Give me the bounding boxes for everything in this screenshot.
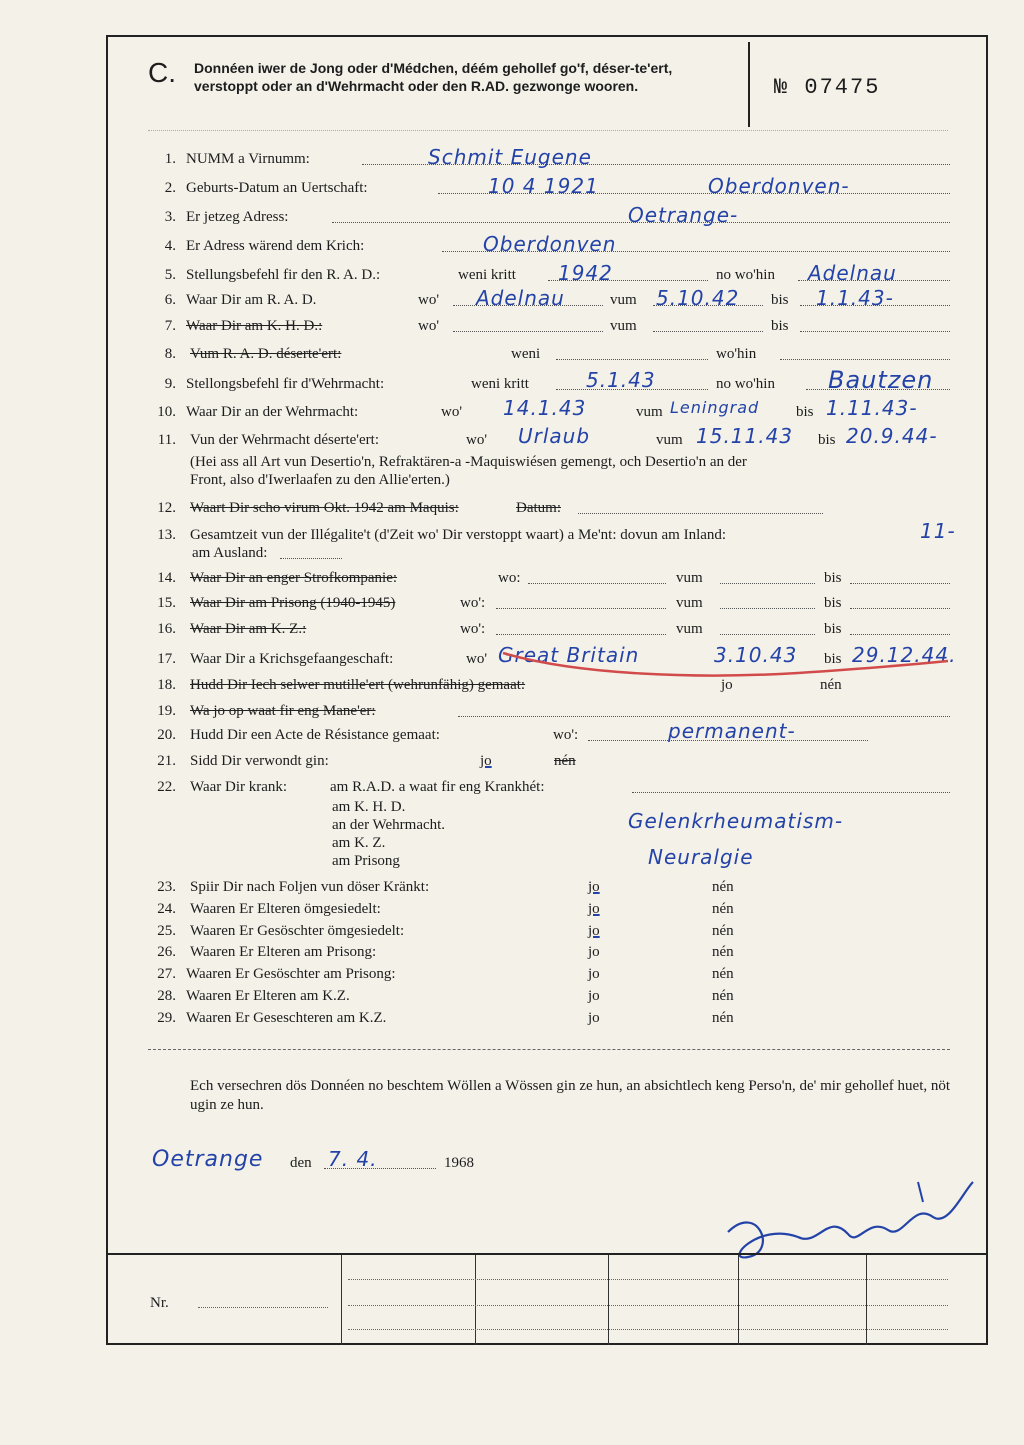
item-label: Waart Dir scho virum Okt. 1942 am Maquis: — [190, 500, 459, 516]
answer-line[interactable] — [458, 703, 950, 717]
item-label: Vun der Wehrmacht déserte'ert: — [190, 432, 379, 448]
item-label: Waar Dir am Prisong (1940-1945) — [190, 595, 396, 611]
item-label: Waar Dir an der Wehrmacht: — [186, 404, 359, 420]
header-rule — [148, 130, 948, 131]
sub-option: an der Wehrmacht. — [332, 817, 446, 833]
footer-dotted-line — [348, 1279, 948, 1280]
section-title: Donnéen iwer de Jong oder d'Médchen, déém gehollef go'f, déser-te'ert, verstoppt oder an d'Wehrmacht oder den R.AD. gezwonge wooren. — [194, 60, 673, 94]
sub-option: am Prisong — [332, 853, 400, 869]
answer-line[interactable] — [496, 621, 666, 635]
answer-line[interactable] — [496, 595, 666, 609]
item-label: Hudd Dir een Acte de Résistance gemaat: — [190, 727, 440, 743]
section-divider — [148, 1049, 950, 1050]
yes-option[interactable]: jo — [480, 753, 492, 769]
footer-dotted-line — [348, 1305, 948, 1306]
no-option[interactable]: nén — [712, 966, 734, 982]
handwritten-answer: Oberdonven- — [708, 174, 850, 198]
item-label: Stellungsbefehl fir den R. A. D.: — [186, 267, 381, 283]
item-label: Sidd Dir verwondt gin: — [190, 753, 329, 769]
column-divider — [866, 1255, 867, 1345]
handwritten-answer: Neuralgie — [648, 845, 754, 869]
handwritten-answer: Great Britain — [498, 643, 640, 667]
handwritten-answer: Gelenkrheumatism- — [628, 809, 844, 833]
answer-line[interactable] — [850, 621, 950, 635]
handwritten-answer: Bautzen — [828, 366, 934, 394]
no-option[interactable]: nén — [712, 988, 734, 1004]
answer-line[interactable] — [780, 346, 950, 360]
item-label: Waar Dir a Krichsgefaangeschaft: — [190, 651, 394, 667]
number-label: № — [774, 75, 790, 100]
answer-line[interactable] — [850, 570, 950, 584]
footer-table — [108, 1255, 986, 1345]
handwritten-answer: Oetrange- — [628, 203, 739, 227]
handwritten-answer: 29.12.44. — [852, 643, 957, 667]
handwritten-answer: Leningrad — [670, 398, 760, 417]
item-label: Stellongsbefehl fir d'Wehrmacht: — [186, 376, 385, 392]
item-label: Er Adress wärend dem Krich: — [186, 238, 365, 254]
item-label: Er jetzeg Adress: — [186, 209, 289, 225]
answer-line[interactable] — [800, 318, 950, 332]
form-frame: C. Donnéen iwer de Jong oder d'Médchen, déém gehollef go'f, déser-te'ert, verstoppt oder an d'Wehrmacht oder den R.AD. gezwonge wooren. № 07475 1. NUMM a Virnumm: Schmit Eugene 2. Geburts-Datum an Uertschaft: 10 4 1921 Oberdonven- 3. Er jetzeg Adress: Oetrange- 4. Er Adress wärend dem Krich: Oberdonven 5. Stellungsbefehl fir den R. A. D.: weni kritt 1942 no wo'hin Adelnau 6. Waar Dir am R. A. D. wo' Adelnau vum 5.10.42 bis 1.1.43- 7. Waar Dir am K. H. D.: wo' vum bis 8. Vum R. A. D. déserte'ert: weni wo'hin 9. Stellongsbefehl fir d'Wehrmacht: weni kritt 5.1.43 no wo'hin Bautzen 10. Waar Dir an der Wehrmacht: wo' 14.1.43 vum Leningrad bis 1.11.43- 11. Vun der Wehrmacht déserte'ert: wo' Urlaub vum 15.11.43 bis 20.9.44- (Hei ass all Art vun Desertio'n, Refraktären-a -Maquiswiésen gemengt, och Desertio'n an der Front, also d'Iwerlaafen zu den Allie'erten.) 12. Waart Dir scho virum Okt. 1942 am Maquis: Datum: 13. Gesamtzeit vun der Illégalite't (d'Zeit wo' Dir verstoppt waart) a Me'nt: dovun am Inland: 11- am Ausland: 14. Waar Dir an enger Strofkompanie: wo: vum bis 15. Waar Dir am Prisong (1940-1945) wo': vum bis 16. Waar Dir am K. Z.: wo': vum bis 17. Waar Dir a Krichsgefaangeschaft: wo' Great Britain 3.10.43 bis 29.12.44. 18. Hudd Dir Iech selwer mutille'ert (wehrunfähig) gemaat: jo nén 19. Wa jo op waat fir eng Mane'er: 20. Hudd Dir een Acte de Résistance gemaat: wo': permanent- 21. Sidd Dir verwondt gin: jo nén 22. Waar Dir krank: am R.A.D. a waat fir eng Krankhét: am K. H. D. an der Wehrmacht. am K. Z. am Prisong Gelenkrheumatism- Neuralgie 23. Spiir Dir nach Foljen vun döser Kränkt: jo nén 24. Waaren Er Elteren ömgesiedelt: jo nén 25. Waaren Er Gesöschter ömgesiedelt: jo nén 26. Waaren Er Elteren am Prisong: jo nén 27. Waaren Er Gesöschter am Prisong: jo nén 28. Waaren Er Elteren am K.Z. jo nén 29. Waaren Er Geseschteren am K.Z. jo nén Ech versechren dös Donnéen no beschtem Wöllen a Wössen gin ze hun, an absichtlech keng Perso'n, de' mir gehollef huet, nöt ugin ze hun. Oetrange den 7. 4. 1968 Nr. — [106, 35, 988, 1345]
sub-option: am K. Z. — [332, 835, 386, 851]
handwritten-answer: Schmit Eugene — [428, 145, 592, 169]
item-label: Wa jo op waat fir eng Mane'er: — [190, 703, 376, 719]
handwritten-answer: Oberdonven — [483, 232, 617, 256]
item-label: Hudd Dir Iech selwer mutille'ert (wehrunfähig) gemaat: — [190, 677, 526, 693]
no-option[interactable]: nén — [554, 753, 576, 769]
column-divider — [738, 1255, 739, 1345]
answer-line[interactable] — [453, 318, 603, 332]
answer-line[interactable] — [578, 500, 823, 514]
item-label: Waar Dir am K. H. D.: — [186, 318, 323, 334]
nr-line[interactable] — [198, 1307, 328, 1308]
handwritten-answer: 20.9.44- — [846, 424, 938, 448]
answer-line[interactable] — [280, 545, 342, 559]
handwritten-answer: Adelnau — [808, 261, 897, 285]
yes-option[interactable]: jo — [588, 879, 600, 895]
column-divider — [608, 1255, 609, 1345]
handwritten-answer: 3.10.43 — [714, 643, 798, 667]
item-label: Waar Dir an enger Strofkompanie: — [190, 570, 398, 586]
answer-line[interactable] — [720, 595, 815, 609]
signature-place: Oetrange — [152, 1147, 264, 1172]
item-label: NUMM a Virnumm: — [186, 151, 310, 167]
signature-date: 7. 4. — [328, 1147, 378, 1171]
answer-line[interactable] — [556, 346, 708, 360]
no-option[interactable]: nén — [712, 923, 734, 939]
item-label: Geburts-Datum an Uertschaft: — [186, 180, 368, 196]
item-label: Waar Dir krank: — [190, 779, 288, 795]
answer-line[interactable] — [720, 621, 815, 635]
handwritten-answer: 1.1.43- — [816, 286, 894, 310]
footer-dotted-line — [348, 1329, 948, 1330]
section-letter: C. — [148, 57, 176, 88]
answer-line[interactable] — [632, 779, 950, 793]
form-header — [108, 37, 986, 132]
sub-option: am K. H. D. — [332, 799, 406, 815]
column-divider — [341, 1255, 342, 1345]
yes-option[interactable]: jo — [588, 944, 600, 960]
yes-option[interactable]: jo — [588, 988, 600, 1004]
declaration-text: Ech versechren dös Donnéen no beschtem Wöllen a Wössen gin ze hun, an absichtlech keng Perso'n, de' mir gehollef huet, nöt ugin ze hun. — [190, 1078, 951, 1113]
no-option[interactable]: nén — [712, 944, 734, 960]
handwritten-answer: permanent- — [668, 719, 796, 743]
answer-line[interactable] — [528, 570, 666, 584]
handwritten-answer: Urlaub — [518, 424, 591, 448]
number-value: 07475 — [804, 75, 881, 100]
column-divider — [475, 1255, 476, 1345]
handwritten-answer: 5.1.43 — [586, 368, 656, 392]
item-label: Waar Dir am K. Z.: — [190, 621, 307, 637]
handwritten-answer: 1942 — [558, 261, 613, 285]
no-option[interactable]: nén — [712, 1010, 734, 1026]
item-label: Vum R. A. D. déserte'ert: — [190, 346, 342, 362]
yes-option[interactable]: jo — [588, 923, 600, 939]
header-divider — [748, 42, 750, 127]
handwritten-answer: Adelnau — [476, 286, 565, 310]
yes-option[interactable]: jo — [588, 1010, 600, 1026]
answer-line[interactable] — [653, 318, 763, 332]
item-label: Gesamtzeit vun der Illégalite't (d'Zeit wo' Dir verstoppt waart) a Me'nt: dovun am Inland: — [190, 527, 727, 543]
handwritten-answer: 1.11.43- — [826, 396, 918, 420]
handwritten-answer: 14.1.43 — [503, 396, 587, 420]
yes-option[interactable]: jo — [588, 966, 600, 982]
answer-line[interactable] — [850, 595, 950, 609]
handwritten-answer: 11- — [920, 519, 956, 543]
item-label: Waar Dir am R. A. D. — [186, 292, 317, 308]
no-option[interactable]: nén — [712, 879, 734, 895]
yes-option[interactable]: jo — [588, 901, 600, 917]
handwritten-answer: 5.10.42 — [656, 286, 740, 310]
handwritten-answer: 10 4 1921 — [488, 174, 599, 198]
handwritten-answer: 15.11.43 — [696, 424, 794, 448]
nr-label: Nr. — [150, 1295, 169, 1311]
answer-line[interactable] — [720, 570, 815, 584]
no-option[interactable]: nén — [712, 901, 734, 917]
form-number — [774, 75, 880, 100]
red-underline-mark — [498, 645, 953, 679]
